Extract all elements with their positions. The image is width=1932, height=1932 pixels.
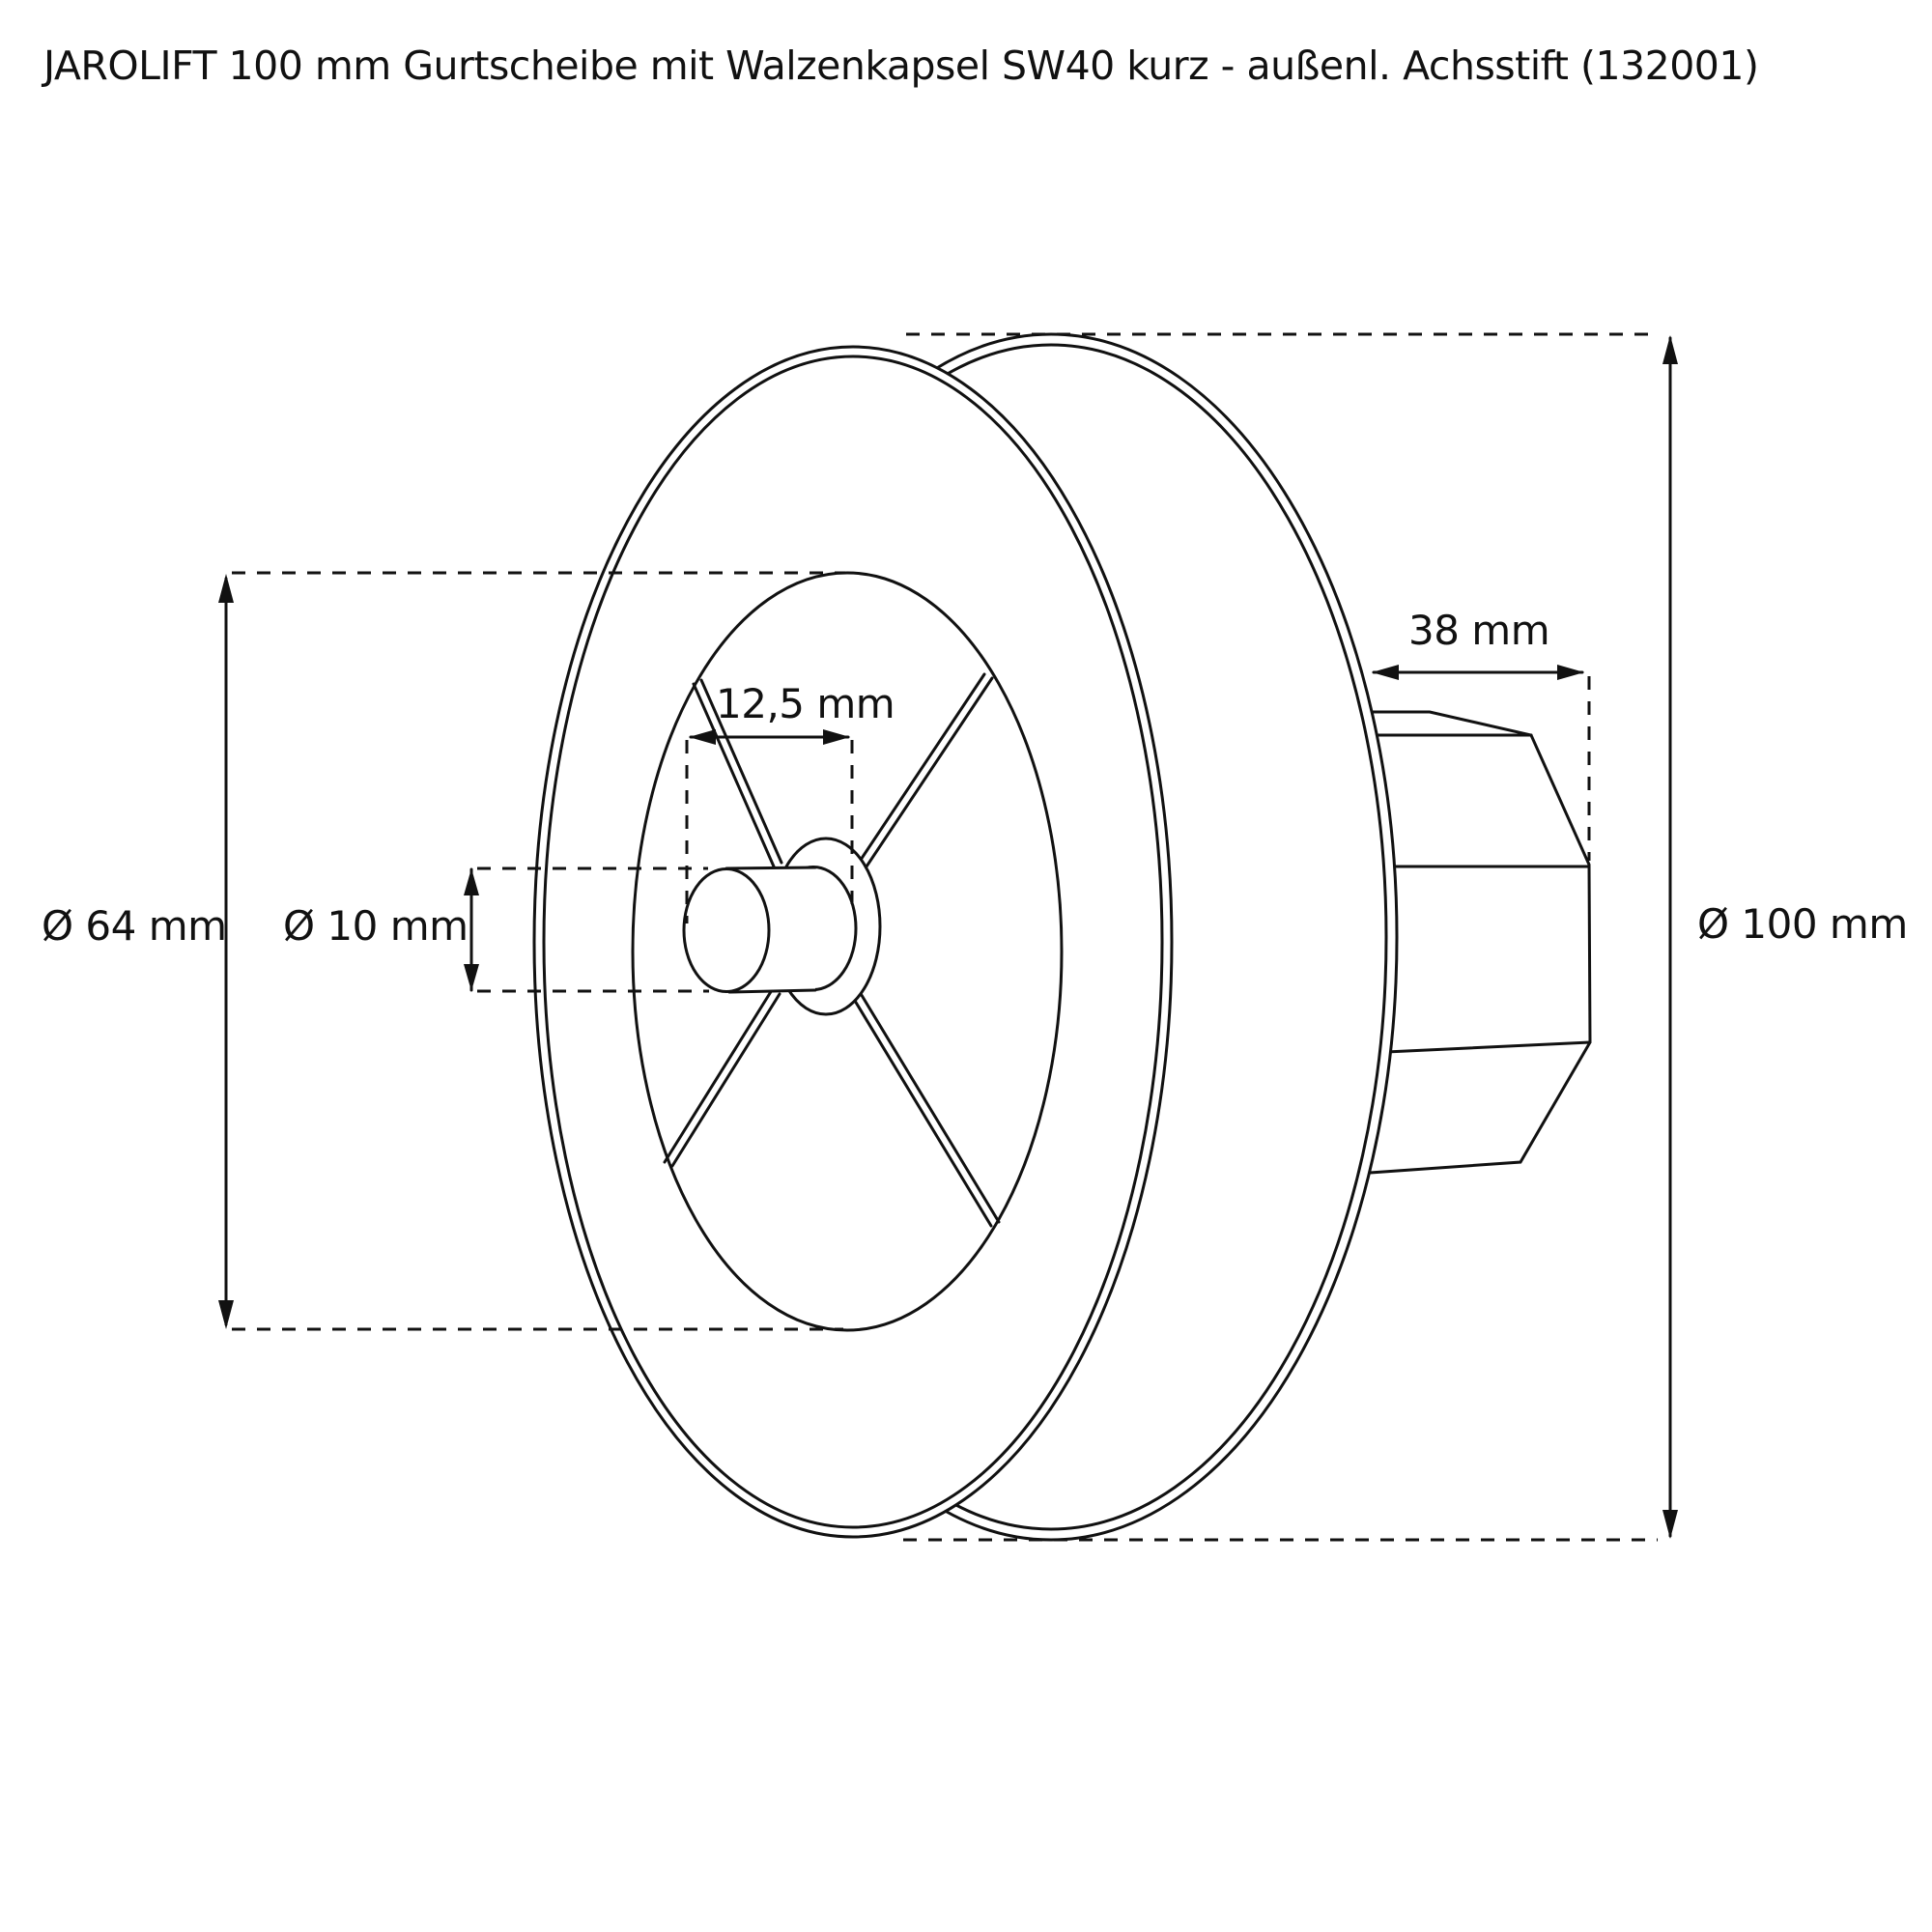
page-title: JAROLIFT 100 mm Gurtscheibe mit Walzenkapsel SW40 kurz - außenl. Achsstift (132001) <box>43 43 1759 89</box>
label-recess-diameter: Ø 64 mm <box>42 902 227 950</box>
label-pin-length: 12,5 mm <box>716 680 895 727</box>
label-pin-diameter: Ø 10 mm <box>283 902 469 950</box>
label-disc-diameter: Ø 100 mm <box>1697 900 1908 948</box>
label-capsule-length: 38 mm <box>1408 607 1550 654</box>
axle-pin <box>684 867 856 993</box>
